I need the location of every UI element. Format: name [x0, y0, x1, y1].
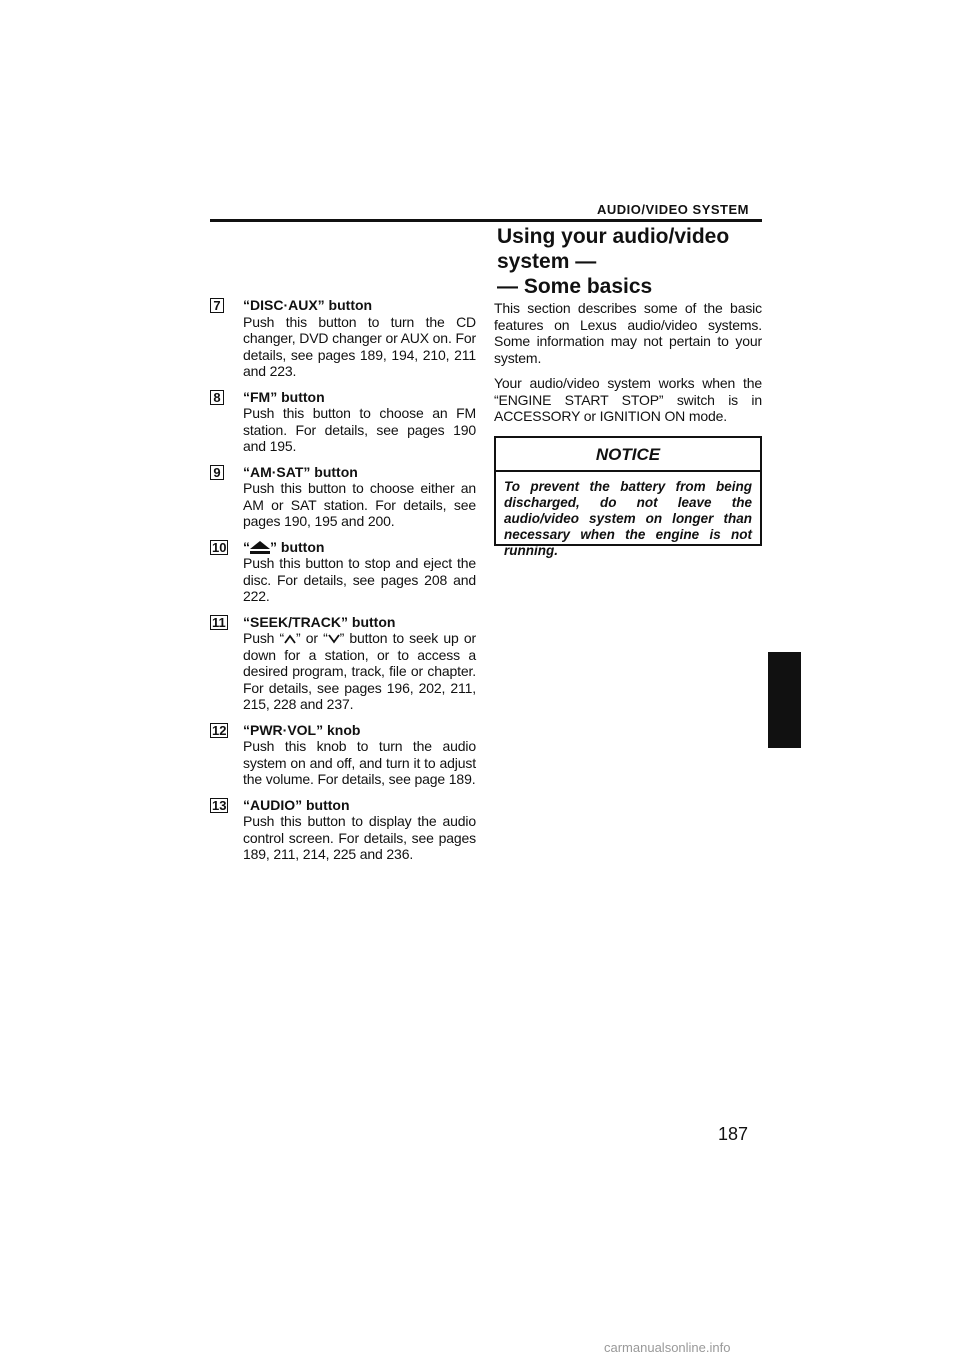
watermark: carmanualsonline.info	[604, 1340, 731, 1355]
item-description: Push this button to display the audio control screen. For details, see pages 189, 211, 214, 225 and 236.	[243, 813, 476, 862]
item-description	[243, 630, 476, 713]
list-item	[210, 297, 476, 380]
text-part: ” or “	[296, 630, 328, 646]
item-title: “AM·SAT” button	[243, 463, 358, 480]
item-number: 7	[210, 298, 224, 313]
item-title	[243, 539, 476, 556]
item-number: 8	[210, 390, 224, 405]
list-item	[210, 539, 476, 605]
section-title-line-3: — Some basics	[497, 275, 653, 298]
notice-body: To prevent the battery from being discharged, do not leave the audio/video system on longer than necessary when the engine is not running.	[504, 479, 752, 558]
item-number: 13	[212, 797, 227, 813]
intro-text	[494, 300, 762, 434]
eject-icon	[250, 541, 270, 555]
chapter-tab	[768, 652, 801, 748]
item-title: “FM” button	[243, 388, 325, 405]
section-title-line-2: system —	[497, 250, 597, 273]
notice-title: NOTICE	[595, 445, 661, 464]
button-list	[210, 297, 476, 872]
quote-close-label: ” button	[270, 538, 325, 555]
list-item	[210, 389, 476, 455]
list-item	[210, 722, 476, 788]
page-number: 187	[718, 1124, 749, 1144]
section-title-line-1: Using your audio/video	[497, 225, 730, 248]
item-description: Push this button to choose an FM station. For details, see pages 190 and 195.	[243, 405, 476, 454]
section-title	[497, 224, 767, 299]
item-title: “SEEK/TRACK” button	[243, 613, 396, 630]
notice-box	[494, 436, 762, 558]
chevron-up-icon	[284, 634, 296, 644]
item-number: 10	[212, 539, 227, 555]
item-title: “AUDIO” button	[243, 796, 350, 813]
intro-paragraph: This section describes some of the basic features on Lexus audio/video systems. Some information may not pertain to your system.	[494, 300, 762, 366]
chevron-down-icon	[328, 634, 340, 644]
section-header-label: AUDIO/VIDEO SYSTEM	[596, 202, 749, 217]
item-number: 11	[212, 614, 226, 630]
item-number: 12	[212, 722, 227, 738]
list-item	[210, 797, 476, 863]
list-item	[210, 614, 476, 713]
intro-paragraph: Your audio/video system works when the “ENGINE START STOP” switch is in ACCESSORY or IGNITION ON mode.	[494, 375, 762, 424]
item-number: 9	[210, 465, 224, 480]
text-part: Push “	[243, 630, 285, 646]
header-rule	[210, 219, 762, 222]
item-title: “DISC·AUX” button	[243, 297, 373, 313]
item-description: Push this knob to turn the audio system on and off, and turn it to adjust the volume. For details, see page 189.	[243, 738, 476, 787]
item-title: “PWR·VOL” knob	[243, 721, 361, 738]
item-description: Push this button to choose either an AM or SAT station. For details, see pages 190, 195 and 200.	[243, 480, 476, 529]
quote-open: “	[243, 538, 250, 555]
item-description: Push this button to stop and eject the disc. For details, see pages 208 and 222.	[243, 555, 476, 604]
item-description: Push this button to turn the CD changer, DVD changer or AUX on. For details, see pages 189, 194, 210, 211 and 223.	[243, 313, 476, 379]
text-part: ” button to seek up or down for a station, or to access a desired program, track, file or chapter. For details, see pages 196, 202, 211, 215, 228 and 237.	[243, 630, 476, 712]
list-item	[210, 464, 476, 530]
